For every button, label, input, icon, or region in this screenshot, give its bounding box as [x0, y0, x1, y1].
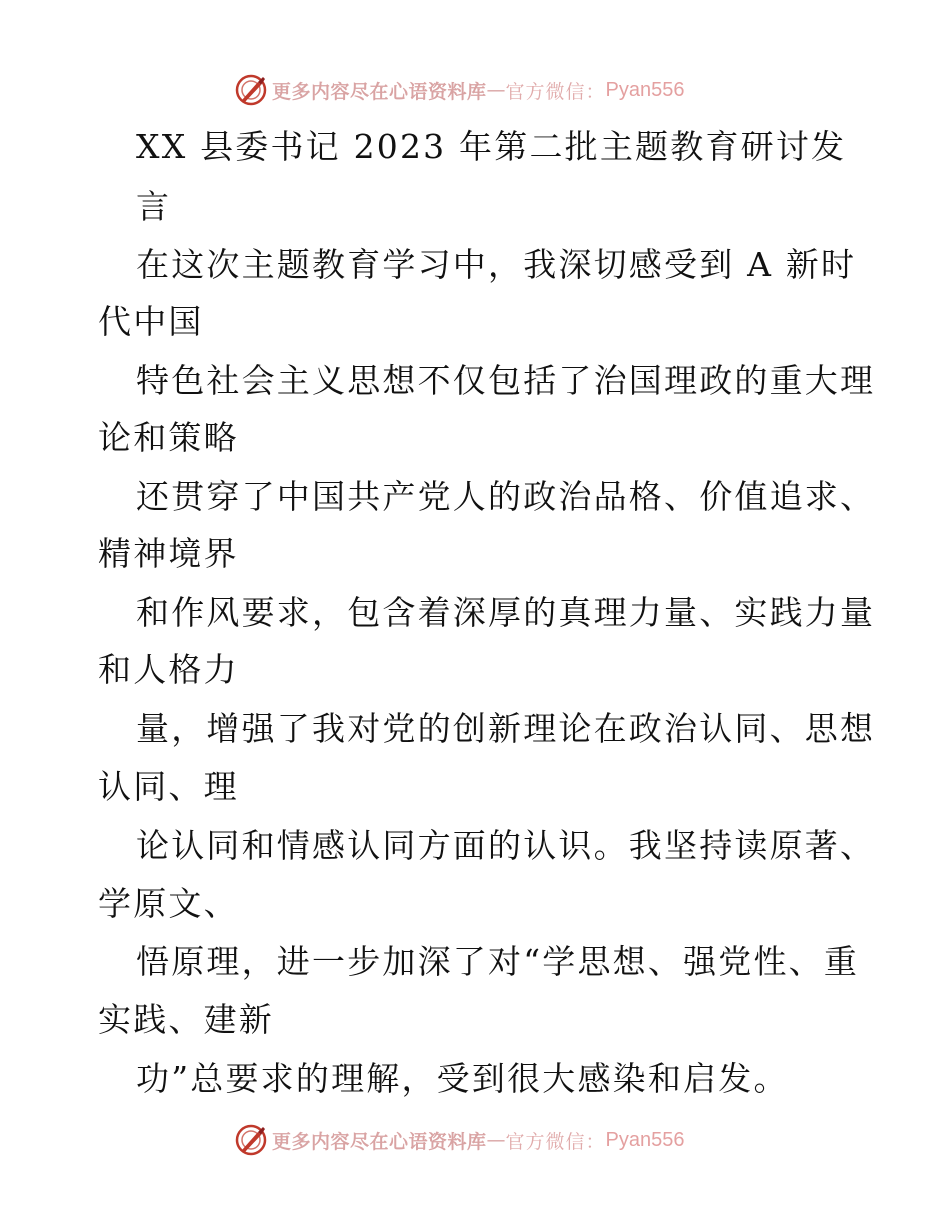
header-watermark: [234, 70, 685, 110]
body-line: 悟原理，进一步加深了对“学思想、强党性、重: [136, 942, 860, 981]
body-line: 代中国: [98, 302, 204, 341]
watermark-handle: Pyan556: [605, 1128, 685, 1151]
body-line: 和人格力: [98, 650, 239, 689]
body-line: 学原文、: [98, 884, 239, 923]
body-line: 认同、理: [98, 767, 239, 806]
footer-watermark: [234, 1120, 685, 1160]
watermark-handle: Pyan556: [605, 78, 685, 101]
watermark-official-text: 官方微信：: [505, 80, 606, 103]
body-line: 在这次主题教育学习中，我深切感受到 A 新时: [136, 245, 857, 284]
body-line: 功”总要求的理解，受到很大感染和启发。: [136, 1059, 789, 1098]
body-line: 论认同和情感认同方面的认识。我坚持读原著、: [136, 826, 876, 865]
body-line: 论和策略: [98, 418, 239, 457]
watermark-dash: —: [486, 79, 506, 101]
pen-logo-icon: [234, 1123, 268, 1157]
watermark-official-text: 官方微信：: [505, 1130, 606, 1153]
watermark-dash: —: [486, 1129, 506, 1151]
title-line-1: XX 县委书记 2023 年第二批主题教育研讨发: [136, 127, 847, 166]
body-line: 还贯穿了中国共产党人的政治品格、价值追求、: [136, 477, 876, 516]
body-line: 精神境界: [98, 534, 239, 573]
body-line: 特色社会主义思想不仅包括了治国理政的重大理: [136, 361, 876, 400]
title-line-2: 言: [136, 187, 172, 226]
watermark-site-text: 更多内容尽在心语资料库: [272, 1130, 487, 1153]
body-line: 和作风要求，包含着深厚的真理力量、实践力量: [136, 593, 876, 632]
body-line: 实践、建新: [98, 1000, 274, 1039]
pen-logo-icon: [234, 73, 268, 107]
watermark-site-text: 更多内容尽在心语资料库: [272, 80, 487, 103]
body-line: 量，增强了我对党的创新理论在政治认同、思想: [136, 709, 876, 748]
